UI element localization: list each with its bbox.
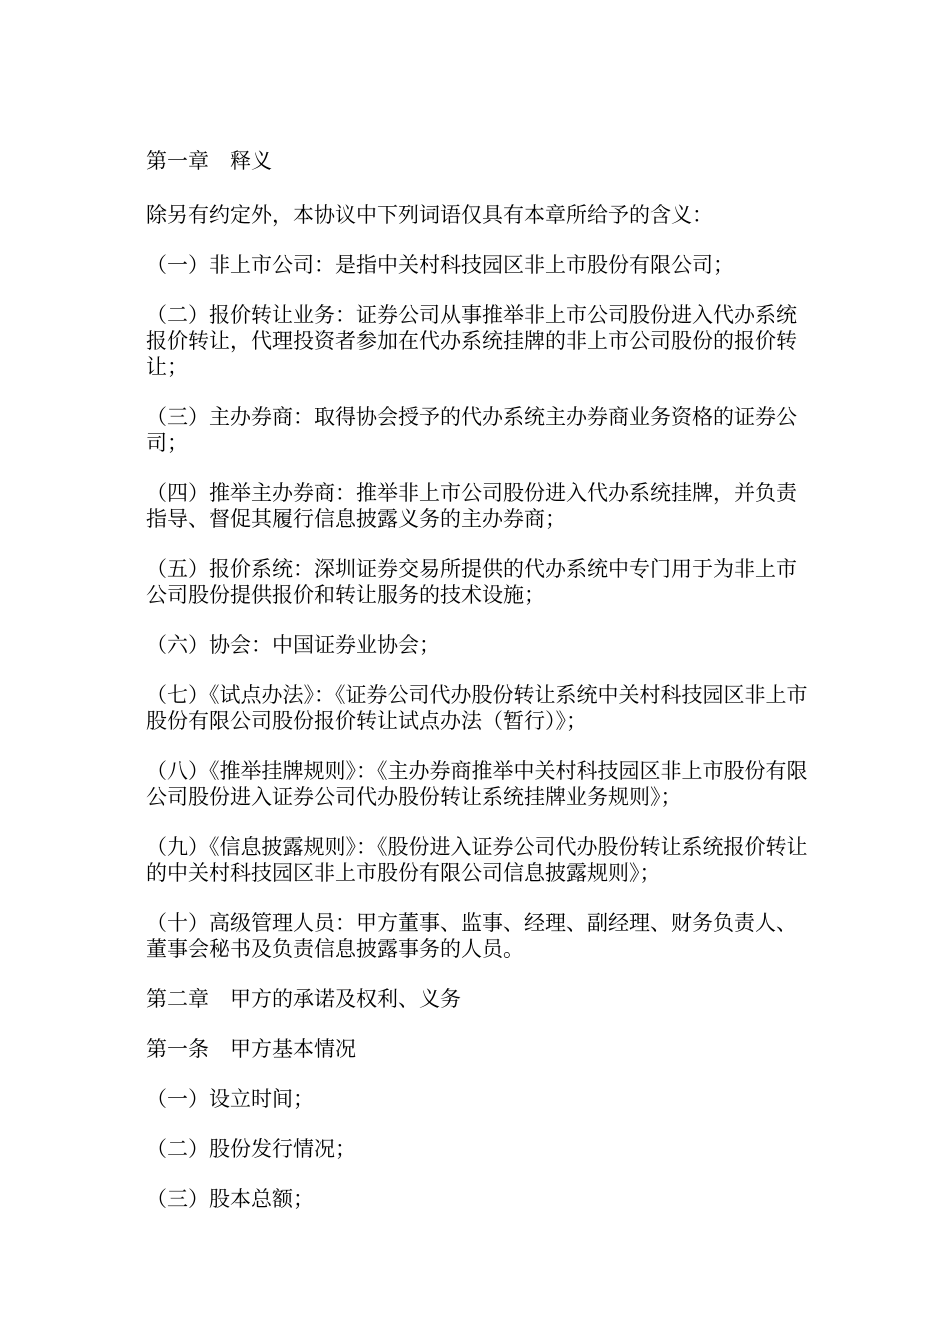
definition-item-6: （六）协会：中国证券业协会； bbox=[146, 633, 440, 657]
article-1-item-2: （二）股份发行情况； bbox=[146, 1137, 356, 1161]
article-1-item-3: （三）股本总额； bbox=[146, 1187, 314, 1211]
definition-item-7: （七）《试点办法》：《证券公司代办股份转让系统中关村科技园区非上市股份有限公司股份报价转让试点办法（暂行）》； bbox=[146, 683, 808, 733]
definition-item-5: （五）报价系统：深圳证券交易所提供的代办系统中专门用于为非上市公司股份提供报价和转让服务的技术设施； bbox=[146, 557, 797, 607]
definition-item-10: （十）高级管理人员：甲方董事、监事、经理、副经理、财务负责人、董事会秘书及负责信息披露事务的人员。 bbox=[146, 911, 797, 961]
document-body bbox=[146, 148, 811, 1236]
definition-item-9: （九）《信息披露规则》：《股份进入证券公司代办股份转让系统报价转让的中关村科技园区非上市股份有限公司信息披露规则》； bbox=[146, 835, 808, 885]
definition-item-1: （一）非上市公司：是指中关村科技园区非上市股份有限公司； bbox=[146, 253, 734, 277]
definition-item-4: （四）推举主办券商：推举非上市公司股份进入代办系统挂牌，并负责指导、督促其履行信息披露义务的主办券商； bbox=[146, 481, 797, 531]
definition-item-3: （三）主办券商：取得协会授予的代办系统主办券商业务资格的证券公司； bbox=[146, 405, 797, 455]
article-1-title: 第一条 甲方基本情况 bbox=[146, 1037, 356, 1061]
definition-item-8: （八）《推举挂牌规则》：《主办券商推举中关村科技园区非上市股份有限公司股份进入证券公司代办股份转让系统挂牌业务规则》； bbox=[146, 759, 808, 809]
chapter-1-title: 第一章 释义 bbox=[146, 149, 272, 173]
definition-item-2: （二）报价转让业务：证券公司从事推举非上市公司股份进入代办系统报价转让，代理投资者参加在代办系统挂牌的非上市公司股份的报价转让； bbox=[146, 303, 797, 379]
article-1-item-1: （一）设立时间； bbox=[146, 1087, 314, 1111]
chapter-2-title: 第二章 甲方的承诺及权利、义务 bbox=[146, 987, 461, 1011]
definitions-intro: 除另有约定外，本协议中下列词语仅具有本章所给予的含义： bbox=[146, 203, 713, 227]
